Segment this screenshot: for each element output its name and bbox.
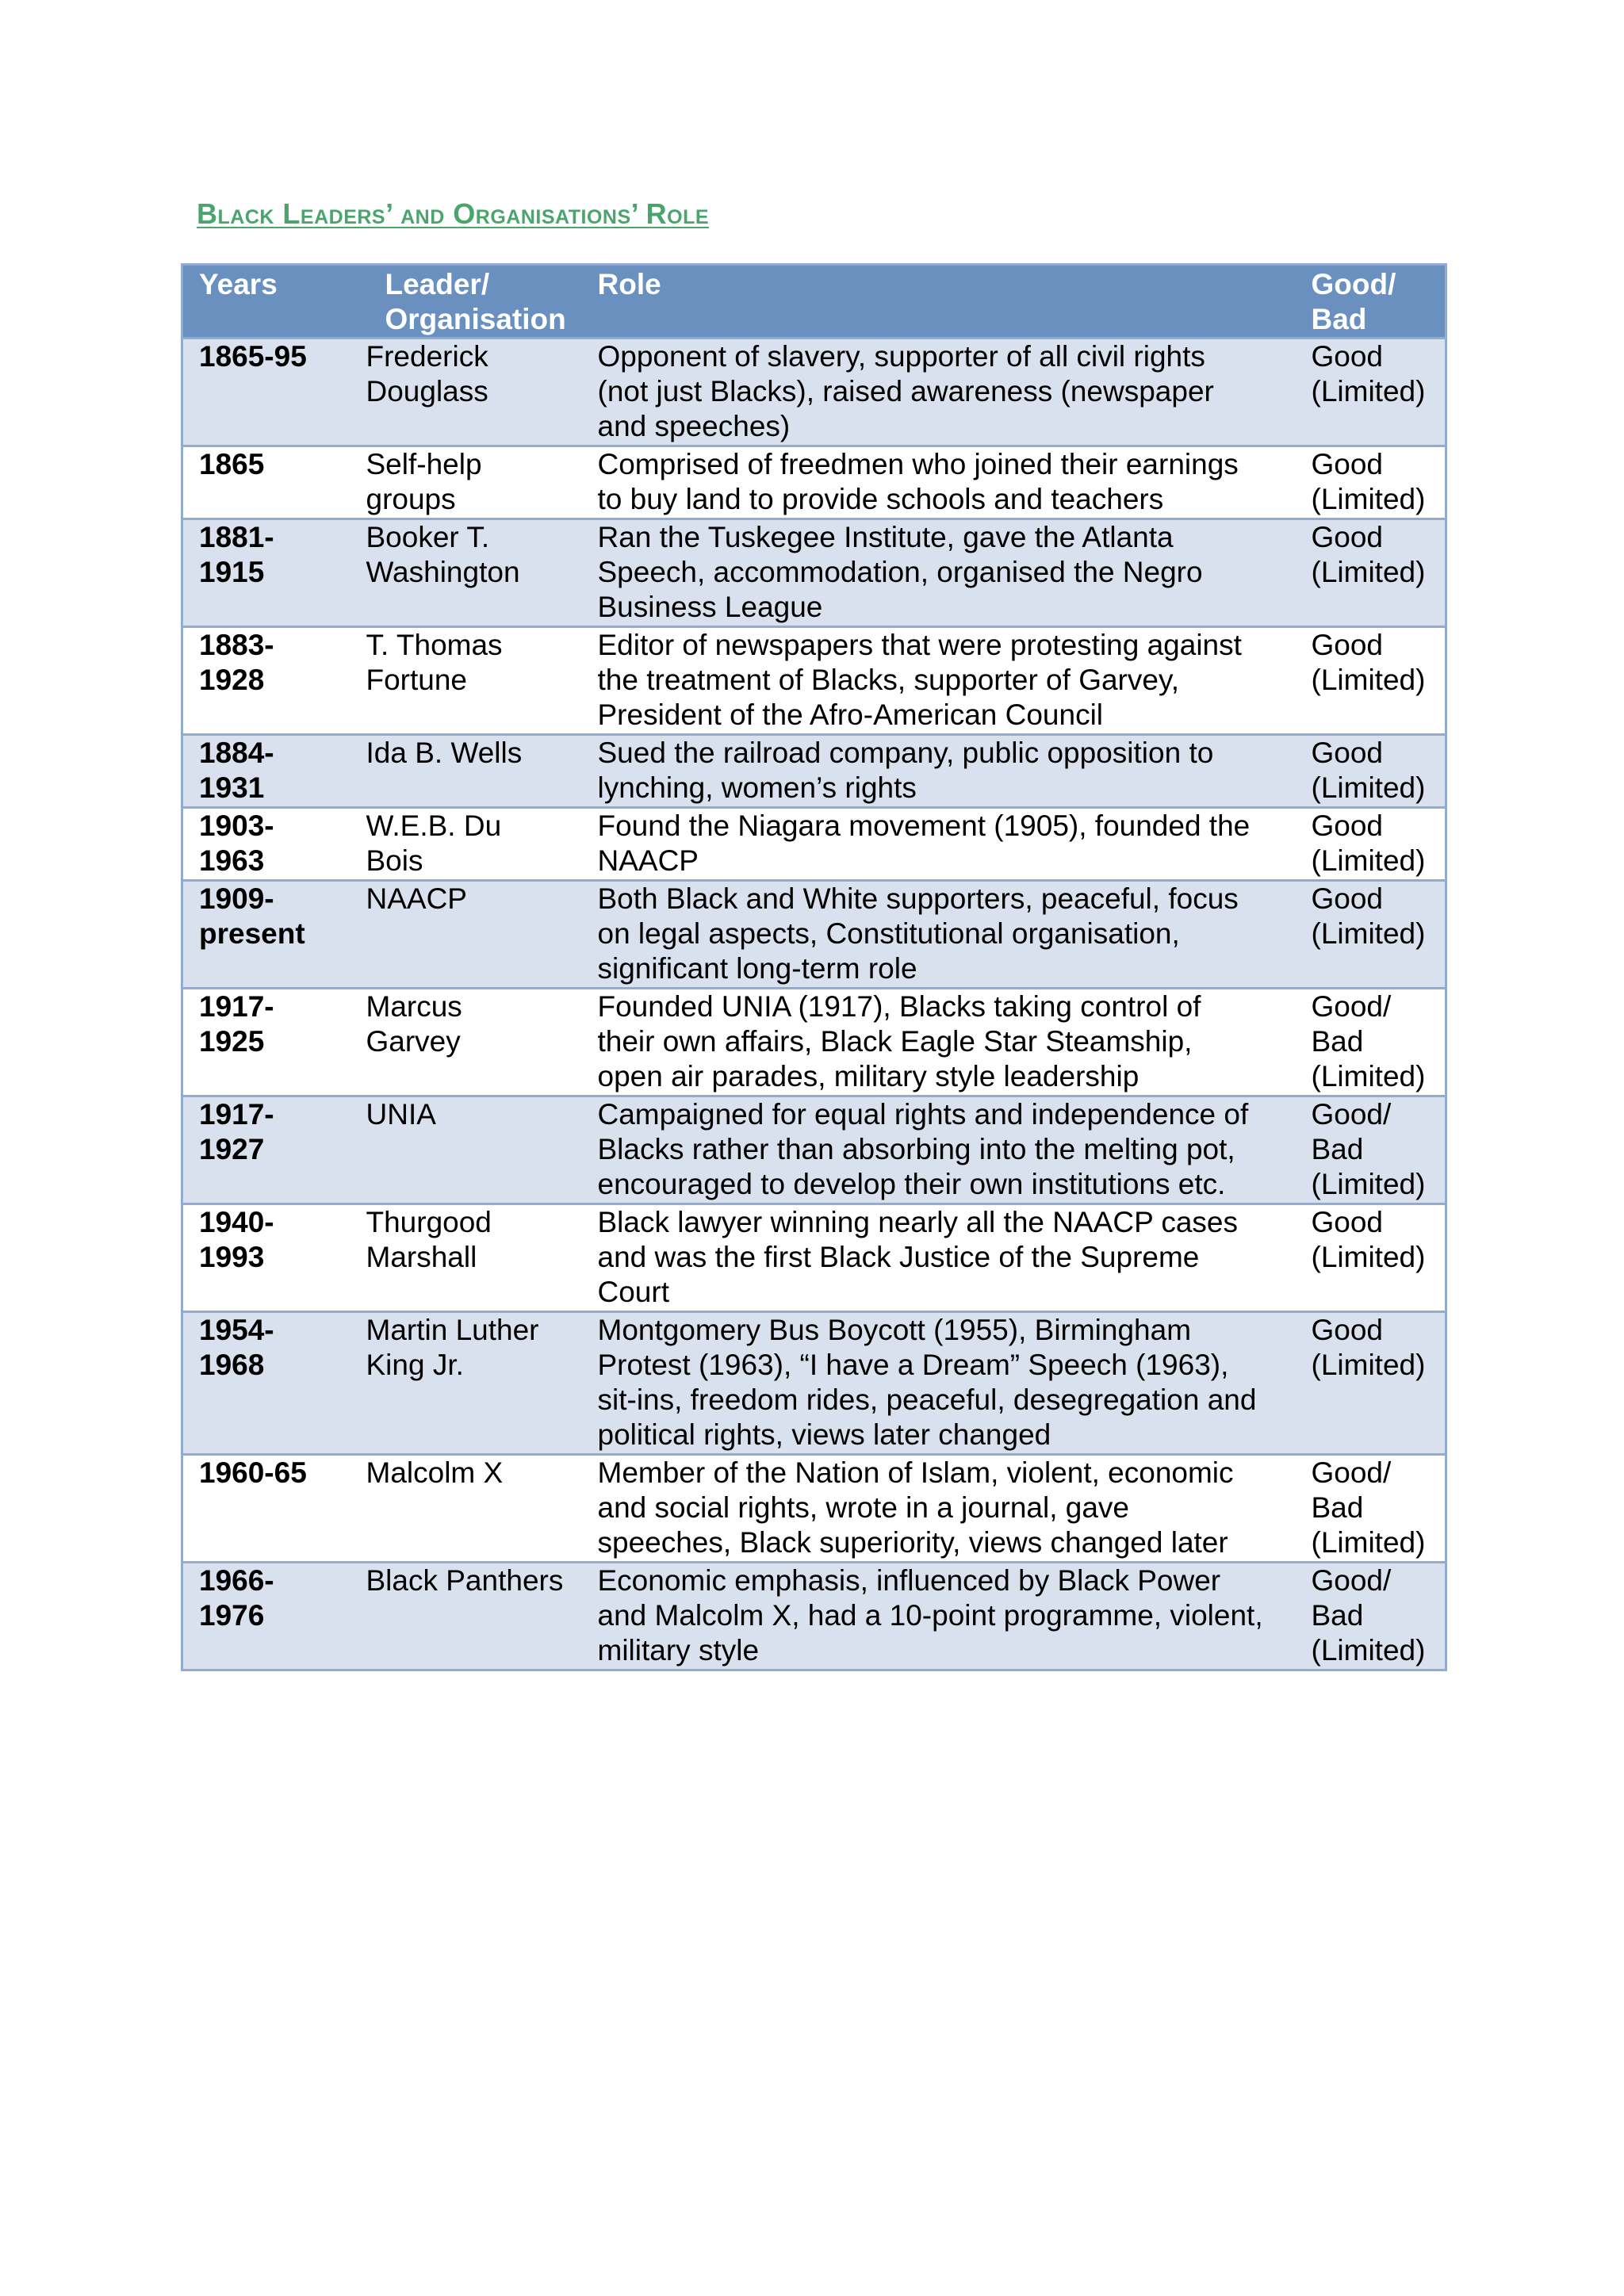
cell-leader-line: Marcus bbox=[366, 990, 462, 1023]
cell-role-line: Opponent of slavery, supporter of all civil rights bbox=[597, 340, 1205, 373]
cell-role-line: (not just Blacks), raised awareness (newspaper bbox=[597, 375, 1214, 408]
cell-leader-line: Malcolm X bbox=[366, 1456, 504, 1489]
cell-role-line: and speeches) bbox=[597, 410, 791, 442]
cell-judgement bbox=[1302, 735, 1446, 808]
cell-leader-line: NAACP bbox=[366, 882, 467, 915]
cell-role-line: Court bbox=[597, 1276, 669, 1308]
cell-leader-line: T. Thomas bbox=[366, 629, 503, 661]
cell-leader bbox=[350, 1096, 582, 1204]
cell-judgement-line: Good bbox=[1311, 882, 1384, 915]
cell-role-line: sit-ins, freedom rides, peaceful, desegregation and bbox=[597, 1383, 1257, 1416]
header-role bbox=[582, 265, 1302, 339]
header-role-text: Role bbox=[597, 268, 661, 300]
cell-role bbox=[582, 627, 1302, 735]
cell-role-line: Sued the railroad company, public opposition to bbox=[597, 737, 1214, 769]
cell-judgement-line: (Limited) bbox=[1311, 1241, 1426, 1273]
cell-judgement-line: Good bbox=[1311, 448, 1384, 480]
cell-judgement-line: (Limited) bbox=[1311, 483, 1426, 515]
cell-role-line: speeches, Black superiority, views changed later bbox=[597, 1526, 1228, 1559]
cell-judgement bbox=[1302, 519, 1446, 627]
cell-years-line: 1928 bbox=[199, 664, 265, 696]
cell-judgement-line: Good bbox=[1311, 1314, 1384, 1346]
cell-role bbox=[582, 519, 1302, 627]
cell-role-line: Campaigned for equal rights and independence of bbox=[597, 1098, 1249, 1131]
cell-role-line: to buy land to provide schools and teachers bbox=[597, 483, 1164, 515]
cell-leader bbox=[350, 808, 582, 881]
cell-years bbox=[182, 339, 350, 446]
cell-judgement-line: (Limited) bbox=[1311, 664, 1426, 696]
cell-judgement-line: Bad bbox=[1311, 1133, 1364, 1165]
cell-role bbox=[582, 339, 1302, 446]
cell-leader-line: UNIA bbox=[366, 1098, 436, 1131]
cell-judgement-line: (Limited) bbox=[1311, 556, 1426, 588]
cell-leader-line: Self-help bbox=[366, 448, 482, 480]
cell-leader-line: Black Panthers bbox=[366, 1564, 564, 1597]
cell-judgement-line: Good/ bbox=[1311, 1564, 1392, 1597]
cell-leader-line: Garvey bbox=[366, 1025, 461, 1058]
cell-role bbox=[582, 1096, 1302, 1204]
page-title: Black Leaders’ and Organisations’ Role bbox=[197, 197, 710, 230]
cell-judgement-line: Good/ bbox=[1311, 1098, 1392, 1131]
cell-judgement bbox=[1302, 627, 1446, 735]
table-row bbox=[182, 735, 1446, 808]
cell-role bbox=[582, 1312, 1302, 1455]
table-row bbox=[182, 339, 1446, 446]
cell-judgement bbox=[1302, 446, 1446, 519]
cell-leader-line: King Jr. bbox=[366, 1349, 464, 1381]
cell-judgement-line: Good bbox=[1311, 1206, 1384, 1238]
cell-role-line: Ran the Tuskegee Institute, gave the Atlanta bbox=[597, 521, 1174, 553]
cell-role-line: NAACP bbox=[597, 844, 699, 877]
cell-years bbox=[182, 989, 350, 1096]
cell-judgement-line: Good bbox=[1311, 629, 1384, 661]
table-row bbox=[182, 519, 1446, 627]
cell-years-line: present bbox=[199, 917, 305, 950]
header-leader-line: Leader/ bbox=[385, 268, 490, 300]
cell-leader-line: Frederick bbox=[366, 340, 488, 373]
cell-years bbox=[182, 1312, 350, 1455]
cell-years-line: 1954- bbox=[199, 1314, 274, 1346]
cell-years bbox=[182, 519, 350, 627]
table-row bbox=[182, 989, 1446, 1096]
cell-judgement-line: Good bbox=[1311, 737, 1384, 769]
cell-leader bbox=[350, 446, 582, 519]
cell-judgement-line: (Limited) bbox=[1311, 917, 1426, 950]
cell-leader bbox=[350, 735, 582, 808]
header-row bbox=[182, 265, 1446, 339]
cell-role-line: and was the first Black Justice of the Supreme bbox=[597, 1241, 1200, 1273]
cell-leader-line: Fortune bbox=[366, 664, 468, 696]
cell-years-line: 1884- bbox=[199, 737, 274, 769]
cell-judgement-line: (Limited) bbox=[1311, 375, 1426, 408]
cell-role-line: Editor of newspapers that were protesting against bbox=[597, 629, 1242, 661]
cell-years-line: 1881- bbox=[199, 521, 274, 553]
cell-judgement-line: Good bbox=[1311, 340, 1384, 373]
cell-role-line: political rights, views later changed bbox=[597, 1418, 1051, 1451]
cell-role-line: significant long-term role bbox=[597, 952, 917, 985]
cell-role-line: open air parades, military style leadership bbox=[597, 1060, 1139, 1093]
cell-role bbox=[582, 1204, 1302, 1312]
cell-role-line: military style bbox=[597, 1634, 760, 1667]
header-judgement-line: Bad bbox=[1311, 303, 1367, 335]
cell-role bbox=[582, 989, 1302, 1096]
cell-role-line: Member of the Nation of Islam, violent, economic bbox=[597, 1456, 1234, 1489]
cell-judgement-line: (Limited) bbox=[1311, 1060, 1426, 1093]
table-row bbox=[182, 808, 1446, 881]
cell-role bbox=[582, 735, 1302, 808]
cell-judgement bbox=[1302, 1204, 1446, 1312]
cell-judgement bbox=[1302, 1455, 1446, 1563]
cell-leader bbox=[350, 1312, 582, 1455]
cell-role-line: Both Black and White supporters, peaceful, focus bbox=[597, 882, 1239, 915]
cell-leader-line: Douglass bbox=[366, 375, 488, 408]
cell-judgement bbox=[1302, 339, 1446, 446]
cell-years-line: 1976 bbox=[199, 1599, 265, 1632]
cell-judgement-line: (Limited) bbox=[1311, 1634, 1426, 1667]
cell-years-line: 1993 bbox=[199, 1241, 265, 1273]
cell-leader-line: Martin Luther bbox=[366, 1314, 539, 1346]
cell-role-line: and Malcolm X, had a 10-point programme, violent, bbox=[597, 1599, 1263, 1632]
table-header bbox=[182, 265, 1446, 339]
table-row bbox=[182, 446, 1446, 519]
cell-years-line: 1940- bbox=[199, 1206, 274, 1238]
cell-role bbox=[582, 1563, 1302, 1670]
table-body bbox=[182, 339, 1446, 1670]
cell-leader bbox=[350, 1455, 582, 1563]
cell-leader-line: Bois bbox=[366, 844, 423, 877]
cell-years-line: 1915 bbox=[199, 556, 265, 588]
cell-role bbox=[582, 881, 1302, 989]
cell-years bbox=[182, 1204, 350, 1312]
cell-years-line: 1968 bbox=[199, 1349, 265, 1381]
header-judgement bbox=[1302, 265, 1446, 339]
cell-leader-line: Marshall bbox=[366, 1241, 477, 1273]
cell-judgement bbox=[1302, 1563, 1446, 1670]
cell-role-line: Economic emphasis, influenced by Black Power bbox=[597, 1564, 1221, 1597]
cell-judgement bbox=[1302, 989, 1446, 1096]
table-row bbox=[182, 1312, 1446, 1455]
cell-judgement-line: Good/ bbox=[1311, 990, 1392, 1023]
cell-leader bbox=[350, 1204, 582, 1312]
cell-judgement bbox=[1302, 881, 1446, 989]
cell-role-line: Speech, accommodation, organised the Negro bbox=[597, 556, 1203, 588]
table-row bbox=[182, 1563, 1446, 1670]
cell-years bbox=[182, 735, 350, 808]
cell-years-line: 1917- bbox=[199, 1098, 274, 1131]
cell-years-line: 1917- bbox=[199, 990, 274, 1023]
cell-years-line: 1925 bbox=[199, 1025, 265, 1058]
cell-judgement-line: Bad bbox=[1311, 1491, 1364, 1524]
table-row bbox=[182, 1455, 1446, 1563]
cell-years-line: 1966- bbox=[199, 1564, 274, 1597]
roles-table bbox=[181, 263, 1447, 1671]
cell-role-line: their own affairs, Black Eagle Star Steamship, bbox=[597, 1025, 1193, 1058]
cell-judgement bbox=[1302, 1096, 1446, 1204]
cell-judgement bbox=[1302, 808, 1446, 881]
cell-judgement-line: Bad bbox=[1311, 1025, 1364, 1058]
cell-years-line: 1960-65 bbox=[199, 1456, 307, 1489]
table-row bbox=[182, 1096, 1446, 1204]
cell-years-line: 1927 bbox=[199, 1133, 265, 1165]
cell-role-line: Comprised of freedmen who joined their earnings bbox=[597, 448, 1239, 480]
cell-leader bbox=[350, 989, 582, 1096]
cell-years bbox=[182, 1455, 350, 1563]
cell-leader-line: Booker T. bbox=[366, 521, 490, 553]
cell-role-line: Protest (1963), “I have a Dream” Speech (1963), bbox=[597, 1349, 1229, 1381]
cell-years bbox=[182, 808, 350, 881]
cell-role-line: the treatment of Blacks, supporter of Garvey, bbox=[597, 664, 1179, 696]
cell-years-line: 1903- bbox=[199, 809, 274, 842]
cell-role bbox=[582, 808, 1302, 881]
cell-years bbox=[182, 881, 350, 989]
cell-role-line: Blacks rather than absorbing into the melting pot, bbox=[597, 1133, 1235, 1165]
table-row bbox=[182, 881, 1446, 989]
header-years bbox=[182, 265, 350, 339]
cell-years-line: 1931 bbox=[199, 771, 265, 804]
cell-judgement-line: Good/ bbox=[1311, 1456, 1392, 1489]
cell-leader bbox=[350, 339, 582, 446]
cell-judgement-line: Good bbox=[1311, 809, 1384, 842]
cell-judgement-line: (Limited) bbox=[1311, 844, 1426, 877]
cell-role-line: Found the Niagara movement (1905), founded the bbox=[597, 809, 1251, 842]
cell-years bbox=[182, 446, 350, 519]
cell-judgement bbox=[1302, 1312, 1446, 1455]
cell-role-line: encouraged to develop their own institutions etc. bbox=[597, 1168, 1226, 1200]
cell-judgement-line: Bad bbox=[1311, 1599, 1364, 1632]
cell-years-line: 1865 bbox=[199, 448, 265, 480]
cell-role-line: Business League bbox=[597, 591, 823, 623]
cell-leader bbox=[350, 627, 582, 735]
cell-leader bbox=[350, 881, 582, 989]
cell-role-line: President of the Afro-American Council bbox=[597, 698, 1104, 731]
cell-role bbox=[582, 1455, 1302, 1563]
cell-role-line: on legal aspects, Constitutional organisation, bbox=[597, 917, 1180, 950]
table-row bbox=[182, 627, 1446, 735]
cell-leader-line: Washington bbox=[366, 556, 520, 588]
cell-leader-line: W.E.B. Du bbox=[366, 809, 502, 842]
cell-years-line: 1883- bbox=[199, 629, 274, 661]
cell-role-line: and social rights, wrote in a journal, gave bbox=[597, 1491, 1129, 1524]
header-judgement-line: Good/ bbox=[1311, 268, 1396, 300]
cell-judgement-line: (Limited) bbox=[1311, 1168, 1426, 1200]
cell-role bbox=[582, 446, 1302, 519]
cell-years bbox=[182, 1096, 350, 1204]
cell-judgement-line: Good bbox=[1311, 521, 1384, 553]
cell-years-line: 1963 bbox=[199, 844, 265, 877]
header-leader bbox=[350, 265, 582, 339]
cell-years bbox=[182, 1563, 350, 1670]
cell-judgement-line: (Limited) bbox=[1311, 1526, 1426, 1559]
table-row bbox=[182, 1204, 1446, 1312]
cell-leader-line: Ida B. Wells bbox=[366, 737, 523, 769]
cell-leader bbox=[350, 519, 582, 627]
cell-leader bbox=[350, 1563, 582, 1670]
cell-role-line: Montgomery Bus Boycott (1955), Birmingham bbox=[597, 1314, 1192, 1346]
cell-role-line: Founded UNIA (1917), Blacks taking control of bbox=[597, 990, 1201, 1023]
cell-judgement-line: (Limited) bbox=[1311, 771, 1426, 804]
cell-years-line: 1865-95 bbox=[199, 340, 307, 373]
cell-leader-line: groups bbox=[366, 483, 456, 515]
cell-role-line: Black lawyer winning nearly all the NAACP cases bbox=[597, 1206, 1239, 1238]
cell-years-line: 1909- bbox=[199, 882, 274, 915]
cell-years bbox=[182, 627, 350, 735]
cell-judgement-line: (Limited) bbox=[1311, 1349, 1426, 1381]
cell-role-line: lynching, women’s rights bbox=[597, 771, 917, 804]
header-leader-line: Organisation bbox=[385, 303, 566, 335]
cell-leader-line: Thurgood bbox=[366, 1206, 492, 1238]
header-years-text: Years bbox=[199, 268, 278, 300]
